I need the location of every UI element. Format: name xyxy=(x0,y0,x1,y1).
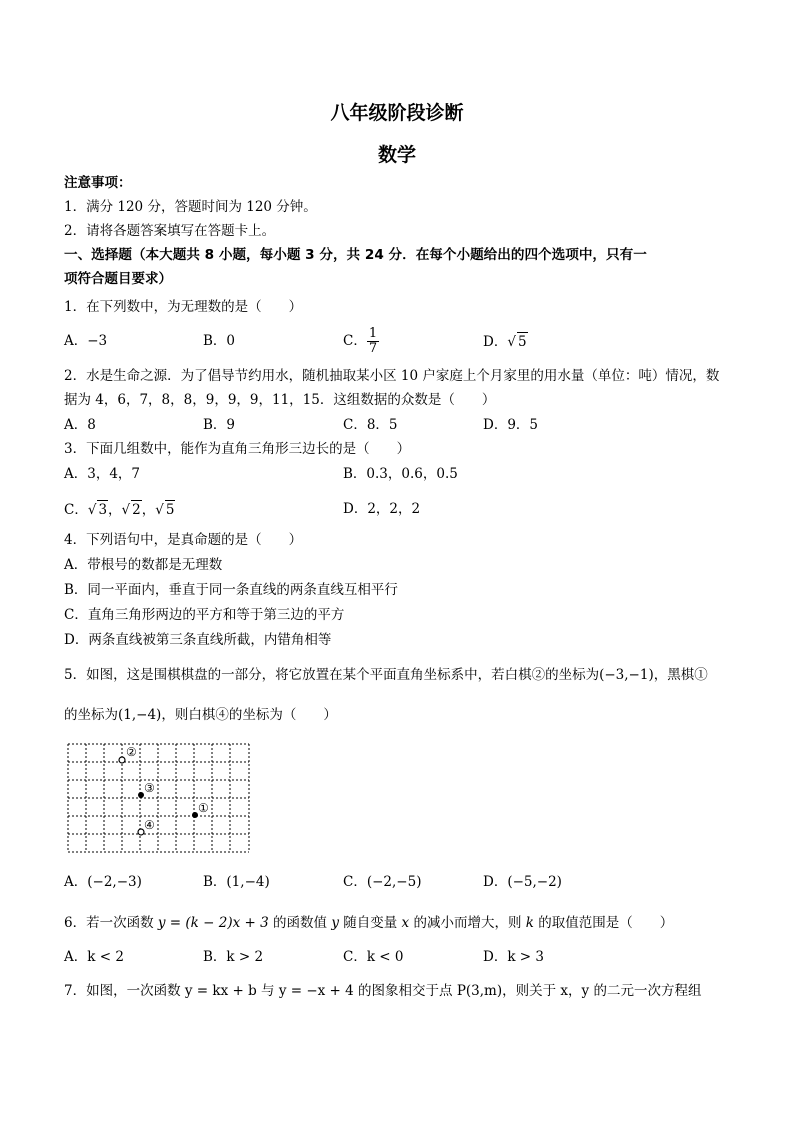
q3-option-a: A．3，4，7 xyxy=(64,466,141,482)
note-item: 2．请将各题答案填写在答题卡上。 xyxy=(64,223,276,239)
q5-option-a: A．(−2,−3) xyxy=(64,874,142,890)
q6-var-y: y xyxy=(331,915,339,931)
q5-option-b: B．(1,−4) xyxy=(203,874,270,890)
q1-stem: 1．在下列数中，为无理数的是（ ） xyxy=(64,299,303,315)
q2-option-b: B．9 xyxy=(203,417,236,433)
q6-option-d: D．k > 3 xyxy=(483,949,544,965)
q4-option-a: A．带根号的数都是无理数 xyxy=(64,557,223,573)
q2-stem-cont: 据为 4，6，7，8，8，9，9，9，11，15．这组数据的众数是（ ） xyxy=(64,392,496,408)
q6-function: y = (k − 2)x + 3 xyxy=(157,915,269,931)
q3-option-c-label: C． xyxy=(64,502,88,518)
stone-label: ④ xyxy=(144,818,155,832)
board-grid xyxy=(68,744,249,852)
sqrt-icon: √ xyxy=(87,502,97,518)
sqrt-icon: √ xyxy=(155,502,164,518)
stone-label: ② xyxy=(126,745,137,759)
sqrt-icon: √ xyxy=(507,334,516,350)
numerator: 1 xyxy=(368,326,378,341)
q2-option-d: D．9．5 xyxy=(483,417,539,433)
q1-option-d xyxy=(483,332,528,351)
fraction xyxy=(367,327,379,356)
q2-option-a: A．8 xyxy=(64,417,96,433)
q2-option-c: C．8．5 xyxy=(343,417,398,433)
q6-option-b: B．k > 2 xyxy=(203,949,264,965)
q5-stem-cont: 的坐标为(1,−4)，则白棋④的坐标为（ ） xyxy=(64,707,337,723)
q3-option-b: B．0.3，0.6，0.5 xyxy=(343,466,458,482)
q6-var-x: x xyxy=(401,915,410,931)
q4-option-d: D．两条直线被第三条直线所截，内错角相等 xyxy=(64,632,332,648)
q1-option-c-label: C． xyxy=(343,333,367,349)
stone-label: ③ xyxy=(144,781,155,795)
section-heading: 一、选择题（本大题共 8 小题，每小题 3 分，共 24 分．在每个小题给出的四个选项中，只有一 xyxy=(64,247,647,263)
radicand: 5 xyxy=(165,502,175,518)
q1-option-c xyxy=(343,322,379,360)
q3-option-d: D．2，2，2 xyxy=(343,501,421,517)
q6-text: 的取值范围是（ ） xyxy=(533,915,674,931)
separator: ， xyxy=(108,502,122,518)
note-item: 1．满分 120 分，答题时间为 120 分钟。 xyxy=(64,199,317,215)
separator: ， xyxy=(141,502,156,518)
q5-stem: 5．如图，这是围棋棋盘的一部分，将它放置在某个平面直角坐标系中，若白棋②的坐标为(−3,−1)，黑棋① xyxy=(64,667,708,683)
q6-stem xyxy=(64,914,673,932)
q5-option-c: C．(−2,−5) xyxy=(343,874,422,890)
q2-stem: 2．水是生命之源．为了倡导节约用水，随机抽取某小区 10 户家庭上个月家里的用水量（单位：吨）情况，数 xyxy=(64,368,720,384)
subject-title: 数学 xyxy=(377,144,416,166)
q4-option-b: B．同一平面内，垂直于同一条直线的两条直线互相平行 xyxy=(64,582,398,598)
q4-option-c: C．直角三角形两边的平方和等于第三边的平方 xyxy=(64,607,345,623)
page-title: 八年级阶段诊断 xyxy=(330,102,464,124)
go-board-figure xyxy=(64,740,254,858)
radicand: 5 xyxy=(517,334,527,350)
denominator: 7 xyxy=(368,341,378,356)
q1-option-b: B．0 xyxy=(203,333,236,349)
notes-heading: 注意事项： xyxy=(64,175,132,191)
q3-stem: 3．下面几组数中，能作为直角三角形三边长的是（ ） xyxy=(64,441,411,457)
q1-option-a: A．−3 xyxy=(64,333,108,349)
q6-var-k: k xyxy=(525,915,534,931)
q4-stem: 4．下列语句中，是真命题的是（ ） xyxy=(64,532,303,548)
q6-option-a: A．k < 2 xyxy=(64,949,124,965)
q6-text: 随自变量 xyxy=(338,915,402,931)
radicand: 3 xyxy=(98,502,108,518)
section-heading-cont: 项符合题目要求） xyxy=(64,271,172,287)
q6-text: 的减小而增大，则 xyxy=(409,915,526,931)
white-stone xyxy=(119,757,125,763)
q5-option-d: D．(−5,−2) xyxy=(483,874,562,890)
q7-stem: 7．如图，一次函数 y = kx + b 与 y = −x + 4 的图象相交于点 P(3,m)，则关于 x，y 的二元一次方程组 xyxy=(64,983,702,999)
q3-option-c xyxy=(64,500,175,519)
radicand: 2 xyxy=(132,502,141,518)
stone-label: ① xyxy=(198,801,209,815)
q6-text: 的函数值 xyxy=(268,915,332,931)
q6-text: 6．若一次函数 xyxy=(64,915,158,931)
q1-option-d-label: D． xyxy=(483,334,508,350)
sqrt-icon: √ xyxy=(121,502,131,518)
q6-option-c: C．k < 0 xyxy=(343,949,404,965)
